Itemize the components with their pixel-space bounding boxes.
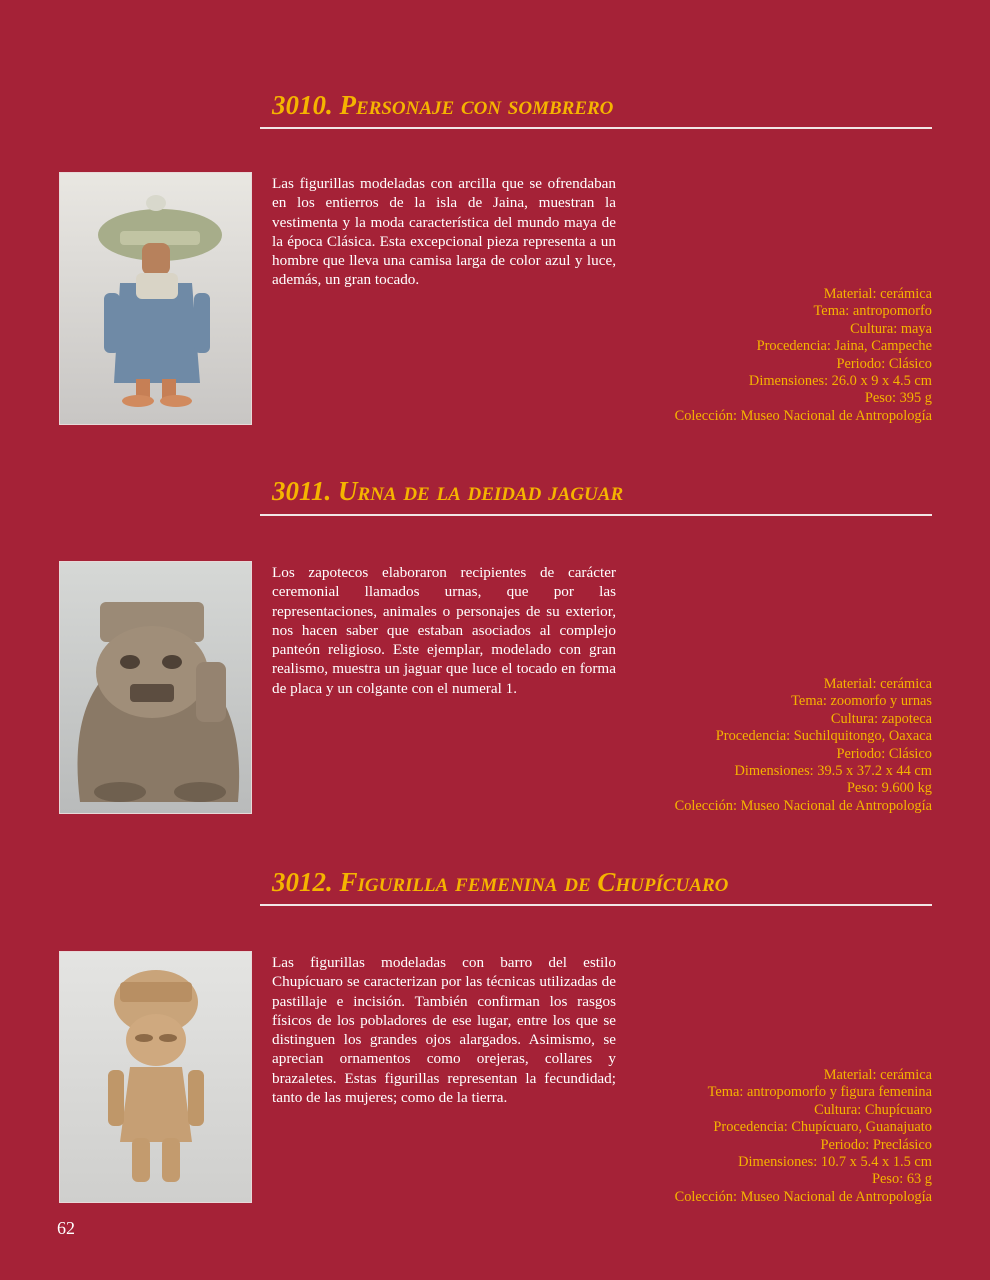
chupicuaro-figurine-photo xyxy=(59,951,252,1203)
meta-dimensiones: Dimensiones: 10.7 x 5.4 x 1.5 cm xyxy=(738,1154,932,1171)
entry-title: 3012. Figurilla femenina de Chupícuaro xyxy=(272,867,729,897)
meta-coleccion: Colección: Museo Nacional de Antropología xyxy=(674,407,932,424)
page-number: 62 xyxy=(57,1218,75,1238)
entry-title: 3010. Personaje con sombrero xyxy=(272,90,614,120)
meta-procedencia: Procedencia: Jaina, Campeche xyxy=(756,338,932,355)
entry-description: Las figurillas modeladas con arcilla que se ofrendaban en los entierros de la isla de Jaina, muestran la vestimenta y la moda característica del mundo maya de la época Clásica. Esta excepcional pieza representa a un hombre que lleva una camisa larga de color azul y luce, además, un gran tocado. xyxy=(272,175,616,289)
title-divider xyxy=(260,514,932,516)
meta-periodo: Periodo: Clásico xyxy=(836,745,932,762)
meta-material: Material: cerámica xyxy=(823,286,932,302)
meta-dimensiones: Dimensiones: 26.0 x 9 x 4.5 cm xyxy=(748,373,932,390)
meta-periodo: Periodo: Preclásico xyxy=(820,1136,932,1153)
meta-tema: Tema: antropomorfo xyxy=(813,303,932,320)
meta-procedencia: Procedencia: Chupícuaro, Guanajuato xyxy=(713,1119,932,1136)
jaguar-urn-photo xyxy=(59,561,252,814)
meta-tema: Tema: antropomorfo y figura femenina xyxy=(707,1084,932,1101)
meta-peso: Peso: 395 g xyxy=(864,390,932,407)
title-divider xyxy=(260,127,932,129)
meta-periodo: Periodo: Clásico xyxy=(836,355,932,372)
title-divider xyxy=(260,904,932,906)
entry-title: 3011. Urna de la deidad jaguar xyxy=(272,476,624,506)
meta-material: Material: cerámica xyxy=(823,676,932,692)
meta-peso: Peso: 9.600 kg xyxy=(846,780,932,797)
meta-procedencia: Procedencia: Suchilquitongo, Oaxaca xyxy=(715,728,932,745)
meta-cultura: Cultura: zapoteca xyxy=(830,710,932,727)
meta-coleccion: Colección: Museo Nacional de Antropología xyxy=(674,797,932,814)
entry-description: Las figurillas modeladas con barro del estilo Chupícuaro se caracterizan por las técnicas utilizadas de pastillaje e incisión. También confirman los rasgos físicos de los pobladores de ese lugar, entre los que se distinguen los grandes ojos alargados. Asimismo, se aprecian ornamentos como orejeras, collares y brazaletes. Estas figurillas representan la fecundidad; tanto de las mujeres; como de la tierra. xyxy=(272,954,616,1107)
meta-material: Material: cerámica xyxy=(823,1067,932,1083)
meta-dimensiones: Dimensiones: 39.5 x 37.2 x 44 cm xyxy=(734,763,932,780)
entry-metadata xyxy=(602,676,932,815)
figurine-photo-hat-man xyxy=(59,172,252,425)
entry-description: Los zapotecos elaboraron recipientes de carácter ceremonial llamados urnas, que por las representaciones, animales o personajes de su exterior, nos hacen saber que estaban asociados al complejo panteón religioso. Este ejemplar, modelado con gran realismo, muestra un jaguar que luce el tocado en forma de placa y un colgante con el numeral 1. xyxy=(272,564,616,697)
entry-metadata xyxy=(602,1067,932,1206)
meta-peso: Peso: 63 g xyxy=(872,1171,932,1188)
meta-coleccion: Colección: Museo Nacional de Antropología xyxy=(674,1188,932,1205)
meta-cultura: Cultura: Chupícuaro xyxy=(814,1101,932,1118)
meta-cultura: Cultura: maya xyxy=(850,320,932,337)
meta-tema: Tema: zoomorfo y urnas xyxy=(791,693,932,710)
entry-metadata xyxy=(602,286,932,425)
